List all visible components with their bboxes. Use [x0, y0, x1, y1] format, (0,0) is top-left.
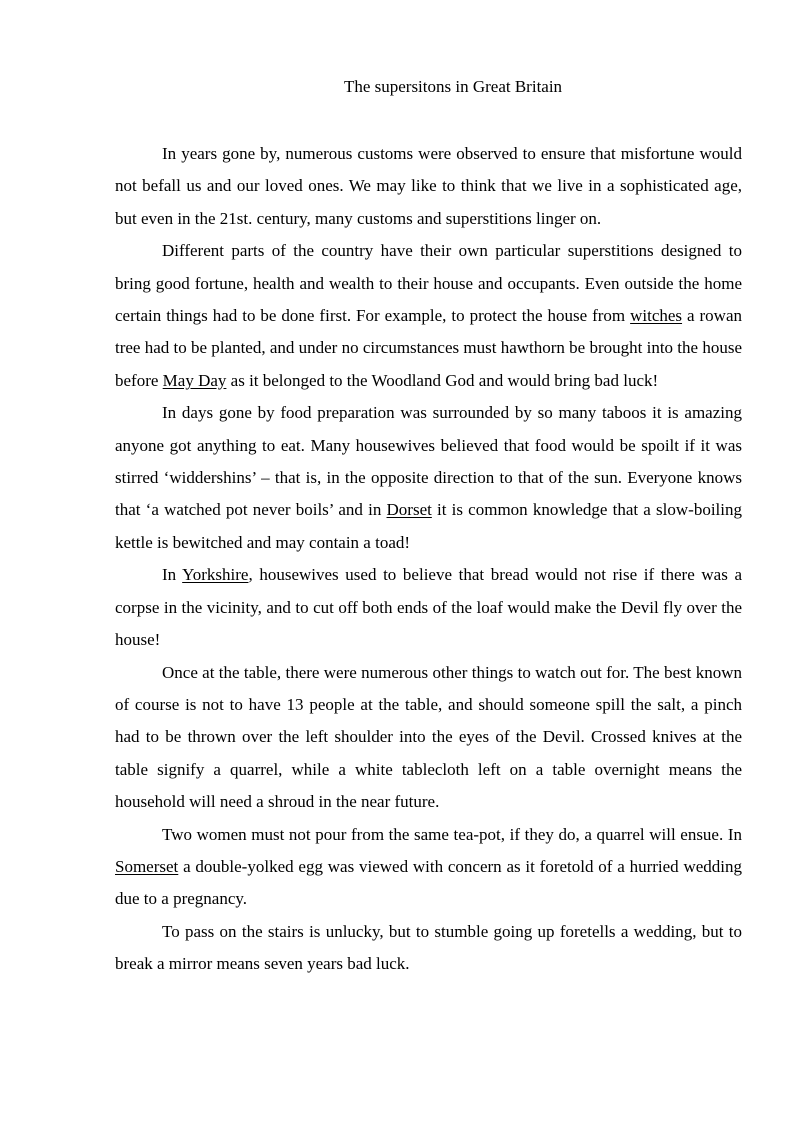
paragraph-text: In days gone by food preparation was surrounded by so many taboos it is amazing anyone got anything to eat. Many housewives believed that food would be spoilt if it was stirred ‘widdershins’ – that is, in the opposite direction to that of the sun. Everyone knows that ‘a watched pot never boils’ and in [115, 403, 742, 520]
document-body [115, 138, 742, 981]
paragraph [115, 559, 742, 656]
paragraph [115, 819, 742, 916]
paragraph-text: a rowan tree had to be planted, and under no circumstances must hawthorn be brought into the house before [115, 306, 742, 390]
hyperlink[interactable]: witches [630, 306, 683, 326]
paragraph-text: Different parts of the country have their own particular superstitions designed to bring good fortune, health and wealth to their house and occupants. Even outside the home certain things had to be done first. For example, to protect the house from [115, 241, 742, 326]
hyperlink[interactable]: Yorkshire [182, 565, 249, 585]
paragraph-text: Once at the table, there were numerous other things to watch out for. The best known of course is not to have 13 people at the table, and should someone spill the salt, a pinch had to be thrown over the left shoulder into the eyes of the Devil. Crossed knives at the table signify a quarrel, while a white tablecloth left on a table overnight means the household will need a shroud in the near future. [115, 662, 742, 812]
paragraph-text: In years gone by, numerous customs were observed to ensure that misfortune would not befall us and our loved ones. We may like to think that we live in a sophisticated age, but even in the 21st. century, many customs and superstitions linger on. [115, 144, 742, 228]
hyperlink[interactable]: Somerset [115, 856, 179, 876]
paragraph-text: , housewives used to believe that bread would not rise if there was a corpse in the vicinity, and to cut off both ends of the loaf would make the Devil fly over the house! [115, 565, 743, 650]
paragraph-text: To pass on the stairs is unlucky, but to stumble going up foretells a wedding, but to break a mirror means seven years bad luck. [115, 921, 742, 974]
hyperlink[interactable]: May Day [162, 370, 227, 390]
paragraph [115, 235, 742, 397]
paragraph [115, 916, 742, 981]
paragraph [115, 657, 742, 819]
page-title: The supersitons in Great Britain [343, 77, 563, 96]
paragraph [115, 397, 742, 559]
paragraph-text: as it belonged to the Woodland God and would bring bad luck! [226, 370, 659, 390]
paragraph-text: it is common knowledge that a slow-boiling kettle is bewitched and may contain a toad! [115, 500, 742, 552]
paragraph-text: a double-yolked egg was viewed with concern as it foretold of a hurried wedding due to a pregnancy. [115, 856, 742, 909]
paragraph-text: Two women must not pour from the same tea-pot, if they do, a quarrel will ensue. In [162, 824, 742, 844]
hyperlink[interactable]: Dorset [386, 500, 432, 520]
paragraph-text: In [162, 565, 183, 585]
paragraph [115, 138, 742, 235]
